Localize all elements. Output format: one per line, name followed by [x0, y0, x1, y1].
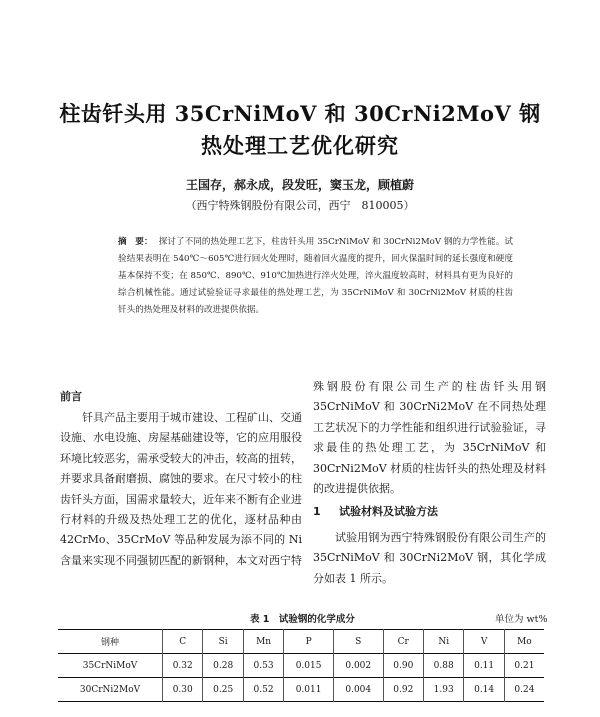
table-cell: 0.002: [333, 654, 383, 678]
table-row: [58, 678, 544, 702]
table-header-cell: V: [464, 630, 504, 654]
table-header-cell: Si: [203, 630, 243, 654]
author-list: 王国存，郝永成，段发旺，窦玉龙，顾植蔚: [185, 178, 414, 192]
table-row: [58, 654, 544, 678]
section-1-paragraph: 试验用钢为西宁特殊钢股份有限公司生产的 35CrNiMoV 和 30CrNi2MoV 钢，其化学成分如表 1 所示。: [313, 531, 546, 585]
right-column-paragraph: 殊钢股份有限公司生产的柱齿钎头用钢 35CrNiMoV 和 30CrNi2MoV 在不同热处理工艺状况下的力学性能和组织进行试验验证，寻求最佳的热处理工艺，为 35CrNiMoV 和 30CrNi2MoV 材质的柱齿钎头的热处理及材料的改进提供依据。: [313, 380, 546, 496]
table-cell: 0.92: [383, 678, 423, 702]
table-cell: 0.011: [284, 678, 334, 702]
table-header-row: [58, 630, 544, 654]
table-cell: 0.25: [203, 678, 243, 702]
table-cell: 0.24: [504, 678, 544, 702]
table-cell: 0.015: [284, 654, 334, 678]
table-cell: 0.14: [464, 678, 504, 702]
table-cell: 0.90: [383, 654, 423, 678]
paper-title-line-2: 热处理工艺优化研究: [201, 133, 399, 158]
section-1-title: 试验材料及试验方法: [339, 505, 438, 518]
table-header-cell: P: [284, 630, 334, 654]
table-cell: 0.53: [243, 654, 283, 678]
chemical-composition-table: [58, 629, 544, 702]
table-cell: 0.004: [333, 678, 383, 702]
table-cell: 1.93: [423, 678, 463, 702]
table-header-cell: Cr: [383, 630, 423, 654]
table-header-cell: Mo: [504, 630, 544, 654]
table-header-cell: 钢种: [101, 638, 120, 648]
section-1-number: 1: [313, 505, 321, 518]
preface-heading: 前言: [60, 390, 82, 403]
table-header-cell: C: [163, 630, 203, 654]
table-cell: 0.88: [423, 654, 463, 678]
affiliation: （西宁特殊钢股份有限公司，西宁 810005）: [185, 199, 415, 212]
paper-title-line-1: 柱齿钎头用 35CrNiMoV 和 30CrNi2MoV 钢: [59, 101, 541, 126]
table-cell: 0.52: [243, 678, 283, 702]
table-cell: 0.11: [464, 654, 504, 678]
abstract: [118, 234, 513, 319]
abstract-text: 探讨了不同的热处理工艺下，柱齿钎头用 35CrNiMoV 和 30CrNi2MoV 钢的力学性能。试验结果表明在 540℃～605℃进行回火处理时，随着回火温度的提升，回火保温时间的延长强度和硬度基本保持不变；在 850℃、890℃、910℃加热进行淬火处理，淬火温度较高时，材料具有更为良好的综合机械性能。通过试验验证寻求最佳的热处理工艺，为 35CrNiMoV 和 30CrNi2MoV 材质的柱齿钎头的热处理及材料的改进提供依据。: [118, 237, 513, 315]
preface-paragraph: 钎具产品主要用于城市建设、工程矿山、交通设施、水电设施、房屋基础建设等，它的应用服役环境比较恶劣，需承受较大的冲击，较高的扭转，并要求具备耐磨损、腐蚀的要求。在尺寸较小的柱齿钎头方面，国需求量较大，近年来不断有企业进行材料的升级及热处理工艺的优化，逐材品种由 42CrMo、35CrMoV 等品种发展为添不同的 Ni 含量来实现不同强韧匹配的新钢种，本文对西宁特: [60, 411, 302, 567]
table-header-cell: Mn: [243, 630, 283, 654]
table-cell: 0.21: [504, 654, 544, 678]
table-unit: 单位为 wt%: [495, 614, 548, 625]
table-header-cell: Ni: [423, 630, 463, 654]
table-cell: 0.32: [163, 654, 203, 678]
abstract-label: 摘 要：: [118, 237, 153, 247]
section-1-heading: [313, 503, 438, 519]
table-title: 表 1 试验钢的化学成分: [250, 614, 355, 625]
table-cell: 0.28: [203, 654, 243, 678]
table-cell: 0.30: [163, 678, 203, 702]
table-cell: 30CrNi2MoV: [79, 684, 141, 695]
table-cell: 35CrNiMoV: [82, 660, 138, 671]
table-header-cell: S: [333, 630, 383, 654]
